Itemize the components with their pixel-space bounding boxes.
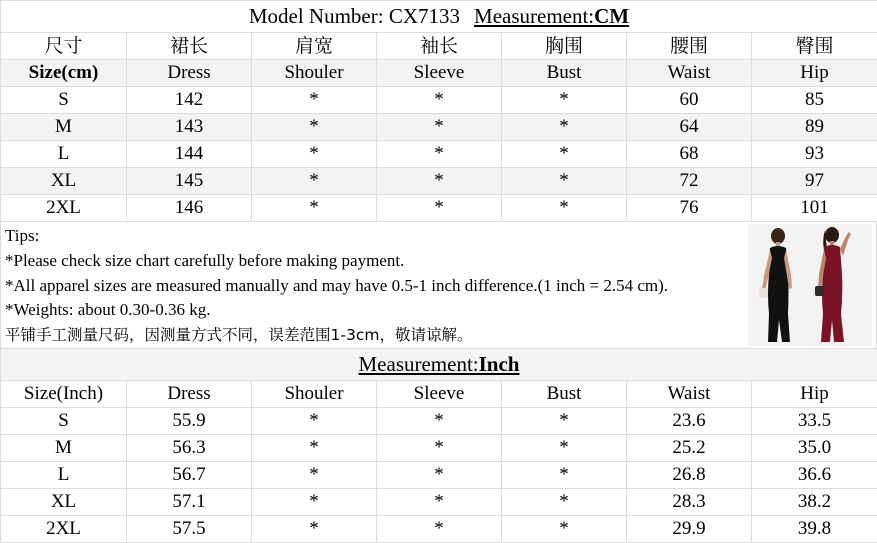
table-cell: * [252, 408, 377, 435]
table-cell: XL [1, 489, 127, 516]
table-cell: * [502, 114, 627, 141]
table-cell: 64 [627, 114, 752, 141]
table-cell: 93 [752, 141, 877, 168]
table-cell: 23.6 [627, 408, 752, 435]
table-cell: 36.6 [752, 462, 877, 489]
model-number: Model Number: CX7133 [249, 4, 460, 28]
table-cell: * [502, 195, 627, 222]
table-cell: M [1, 114, 127, 141]
table-cell: * [377, 435, 502, 462]
tips-line-chinese: 平铺手工测量尺码，因测量方式不同，误差范围1-3cm，敬请谅解。 [5, 323, 668, 348]
tips-section [0, 222, 877, 348]
table-cell: * [502, 489, 627, 516]
model-photo-illustration [748, 224, 872, 346]
table-cell: L [1, 462, 127, 489]
table-cell: S [1, 87, 127, 114]
header-cell-zh: 裙长 [127, 33, 252, 60]
table-cell: * [252, 168, 377, 195]
table-cell: 101 [752, 195, 877, 222]
header-cell: Shouler [252, 60, 377, 87]
header-cell: Shouler [252, 381, 377, 408]
header-cell-zh: 臀围 [752, 33, 877, 60]
table-cell: S [1, 408, 127, 435]
table-cell: * [252, 462, 377, 489]
cm-title [1, 1, 877, 33]
header-cell: Sleeve [377, 60, 502, 87]
table-cell: * [252, 435, 377, 462]
table-cell: 28.3 [627, 489, 752, 516]
table-cell: * [252, 87, 377, 114]
table-cell: * [502, 435, 627, 462]
table-cell: 145 [127, 168, 252, 195]
table-cell: 76 [627, 195, 752, 222]
table-cell: * [377, 141, 502, 168]
inch-unit: Inch [479, 352, 520, 376]
table-cell: * [502, 87, 627, 114]
header-cell: Size(cm) [1, 60, 127, 87]
table-cell: 33.5 [752, 408, 877, 435]
table-cell: 85 [752, 87, 877, 114]
table-row [1, 516, 877, 543]
header-cell: Waist [627, 60, 752, 87]
table-cell: M [1, 435, 127, 462]
table-cell: * [377, 408, 502, 435]
table-cell: * [377, 87, 502, 114]
header-cell-zh: 尺寸 [1, 33, 127, 60]
table-cell: 142 [127, 87, 252, 114]
table-row [1, 462, 877, 489]
cm-title-row [1, 1, 877, 33]
header-cell: Sleeve [377, 381, 502, 408]
cm-size-table [0, 0, 877, 222]
header-cell: Size(Inch) [1, 381, 127, 408]
tips-text [5, 224, 668, 348]
table-cell: * [502, 408, 627, 435]
table-cell: 57.5 [127, 516, 252, 543]
header-cell-zh: 腰围 [627, 33, 752, 60]
table-row [1, 114, 877, 141]
header-cell: Bust [502, 381, 627, 408]
table-row [1, 87, 877, 114]
table-cell: 2XL [1, 516, 127, 543]
table-cell: 68 [627, 141, 752, 168]
table-cell: * [502, 141, 627, 168]
table-row [1, 141, 877, 168]
table-cell: * [377, 516, 502, 543]
header-cell: Hip [752, 60, 877, 87]
table-cell: 72 [627, 168, 752, 195]
table-row [1, 408, 877, 435]
table-cell: * [377, 462, 502, 489]
table-cell: 56.7 [127, 462, 252, 489]
inch-measurement-label: Measurement:Inch [359, 352, 520, 376]
header-cell: Dress [127, 381, 252, 408]
table-cell: * [377, 114, 502, 141]
inch-header-row [1, 381, 877, 408]
header-cell-zh: 袖长 [377, 33, 502, 60]
table-cell: L [1, 141, 127, 168]
cm-header-row [1, 60, 877, 87]
table-cell: * [377, 168, 502, 195]
table-cell: 97 [752, 168, 877, 195]
tips-line: *Weights: about 0.30-0.36 kg. [5, 298, 668, 323]
table-cell: 146 [127, 195, 252, 222]
table-cell: * [502, 516, 627, 543]
table-cell: 25.2 [627, 435, 752, 462]
inch-size-table [0, 348, 877, 543]
table-row [1, 168, 877, 195]
header-cell: Hip [752, 381, 877, 408]
table-cell: * [377, 489, 502, 516]
table-cell: 29.9 [627, 516, 752, 543]
tips-line: *Please check size chart carefully before making payment. [5, 249, 668, 274]
table-cell: 89 [752, 114, 877, 141]
table-cell: * [252, 141, 377, 168]
cm-measurement-label: Measurement:CM [474, 4, 629, 28]
table-cell: * [252, 516, 377, 543]
table-cell: XL [1, 168, 127, 195]
header-cell-zh: 肩宽 [252, 33, 377, 60]
table-cell: 60 [627, 87, 752, 114]
header-cell-zh: 胸围 [502, 33, 627, 60]
table-cell: 55.9 [127, 408, 252, 435]
cm-unit: CM [594, 4, 629, 28]
table-cell: 26.8 [627, 462, 752, 489]
table-row [1, 435, 877, 462]
tips-line: *All apparel sizes are measured manually and may have 0.5-1 inch difference.(1 inch = 2.54 cm). [5, 274, 668, 299]
table-row [1, 195, 877, 222]
table-row [1, 489, 877, 516]
table-cell: 143 [127, 114, 252, 141]
table-cell: 56.3 [127, 435, 252, 462]
tips-heading: Tips: [5, 224, 668, 249]
header-cell: Bust [502, 60, 627, 87]
table-cell: 57.1 [127, 489, 252, 516]
table-cell: 39.8 [752, 516, 877, 543]
model-black-dress [759, 228, 792, 342]
header-cell: Dress [127, 60, 252, 87]
table-cell: 38.2 [752, 489, 877, 516]
table-cell: * [502, 168, 627, 195]
table-cell: 2XL [1, 195, 127, 222]
table-cell: * [252, 114, 377, 141]
table-cell: * [252, 195, 377, 222]
table-cell: * [502, 462, 627, 489]
model-red-dress [815, 227, 851, 342]
inch-title [1, 349, 877, 381]
table-cell: 144 [127, 141, 252, 168]
header-cell: Waist [627, 381, 752, 408]
model-photo [748, 224, 872, 346]
chinese-header-row [1, 33, 877, 60]
table-cell: 35.0 [752, 435, 877, 462]
inch-title-row [1, 349, 877, 381]
table-cell: * [377, 195, 502, 222]
table-cell: * [252, 489, 377, 516]
